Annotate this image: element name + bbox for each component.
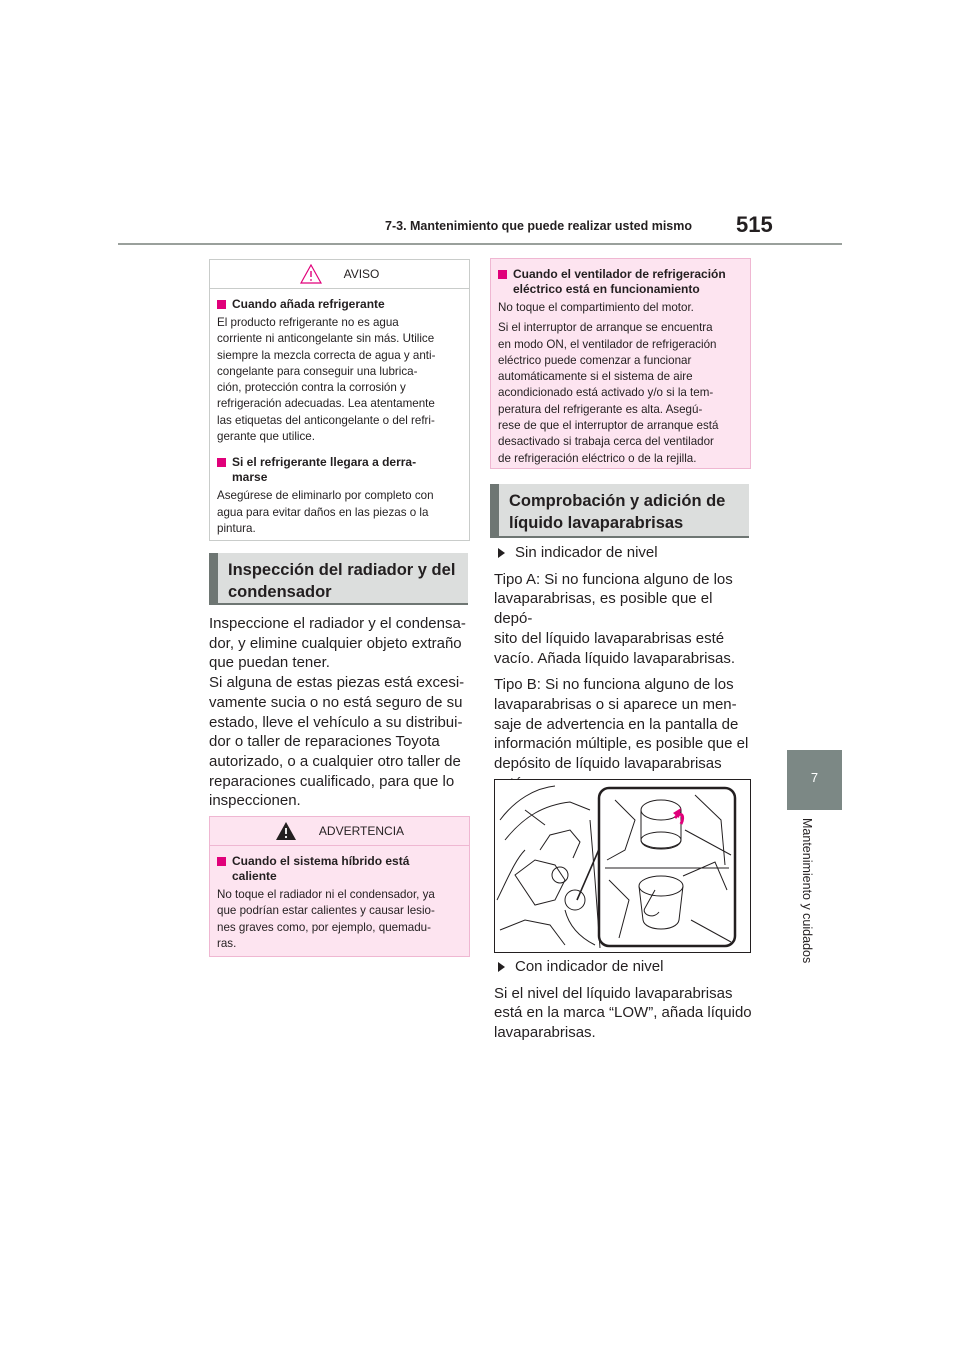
page-number: 515	[736, 212, 773, 237]
chapter-tab: 7	[787, 750, 842, 810]
section-header: 7-3. Mantenimiento que puede realizar usted mismo	[385, 219, 693, 233]
bullet-no-level-indicator: Sin indicador de nivel	[494, 543, 754, 563]
warning-triangle-icon	[275, 821, 297, 841]
washer-reservoir-illustration	[494, 779, 751, 953]
warning-box	[209, 816, 470, 957]
warning-item-text: No toque el radiador ni el condensador, ya que podrían estar calientes y causar lesio- nes graves como, por ejemplo, quemadu- ras.	[217, 888, 435, 950]
warning-label: ADVERTENCIA	[318, 824, 405, 838]
pink-square-icon	[217, 458, 226, 467]
pink-square-icon	[217, 857, 226, 866]
notice-item-text: El producto refrigerante no es agua corriente ni anticongelante sin más. Utilice siempre la mezcla correcta de agua y anti- congelante para conseguir una lubrica- ción, protección contra la corrosión y refrigeración adecuadas. Lea atentamente las etiquetas del anticongelante o del refri- gerante que utilice.	[217, 316, 436, 444]
section-heading-washer: Comprobación y adición de líquido lavaparabrisas	[490, 484, 749, 536]
header-divider	[118, 243, 842, 245]
bullet-arrow-icon	[498, 962, 505, 972]
chapter-label: Mantenimiento y cuidados	[800, 818, 814, 964]
warning-header	[210, 817, 469, 846]
notice-box	[209, 259, 470, 541]
engine-bay-drawing	[495, 780, 750, 952]
fan-warning-text-b: Si el interruptor de arranque se encuentra en modo ON, el ventilador de refrigeración eléctrico puede comenzar a funcionar automáticamente si el sistema de aire acondicionado está activado y/o si la tem- peratura del refrigerante es alta. Asegú- rese de que el interruptor de arranque está desactivado si trabaja cerca del ventilador de refrigeración eléctrico o de la rejilla.	[498, 321, 719, 465]
radiator-paragraph: Inspeccione el radiador y el condensa- dor, y elimine cualquier objeto extraño que puedan tener. Si alguna de estas piezas está excesi- vamente sucia o no está seguro de su estado, lleve el vehículo a su distribui- dor o taller de reparaciones Toyota autorizado, o a cualquier otro taller de reparaciones cualificado, para que lo inspeccionen.	[209, 615, 466, 810]
warning-item-title: Cuando el sistema híbrido está caliente	[217, 854, 462, 884]
pink-square-icon	[498, 270, 507, 279]
fan-warning-box	[490, 258, 751, 469]
section-heading-radiator: Inspección del radiador y del condensador	[209, 553, 468, 603]
level-indicator-paragraph: Si el nivel del líquido lavaparabrisas está en la marca “LOW”, añada líquido lavaparabrisas.	[494, 984, 752, 1042]
fan-warning-text-a: No toque el compartimiento del motor.	[498, 301, 694, 314]
type-b-paragraph: Tipo B: Si no funciona alguno de los lavaparabrisas o si aparece un men- saje de advertencia en la pantalla de información múltiple, es posible que el depósito de líquido lavaparabrisas	[494, 676, 749, 773]
notice-item-title: Cuando añada refrigerante	[217, 297, 462, 312]
type-a-paragraph: Tipo A: Si no funciona alguno de los lavaparabrisas, es posible que el depó- sito del líquido lavaparabrisas esté vacío. Añada líquido lavaparabrisas.	[494, 570, 735, 667]
bullet-arrow-icon	[498, 548, 505, 558]
washer-text-top	[494, 543, 754, 813]
bullet-with-level-indicator: Con indicador de nivel	[494, 957, 754, 977]
pink-square-icon	[217, 300, 226, 309]
washer-text-bottom	[494, 957, 754, 1043]
notice-label: AVISO	[343, 267, 380, 281]
fan-warning-title: Cuando el ventilador de refrigeración eléctrico está en funcionamiento	[498, 267, 743, 297]
notice-header	[210, 260, 469, 289]
notice-item-text: Asegúrese de eliminarlo por completo con agua para evitar daños en las piezas o la pintura.	[217, 489, 434, 535]
caution-triangle-icon	[300, 264, 322, 284]
notice-item-title: Si el refrigerante llegara a derra- marse	[217, 455, 462, 485]
